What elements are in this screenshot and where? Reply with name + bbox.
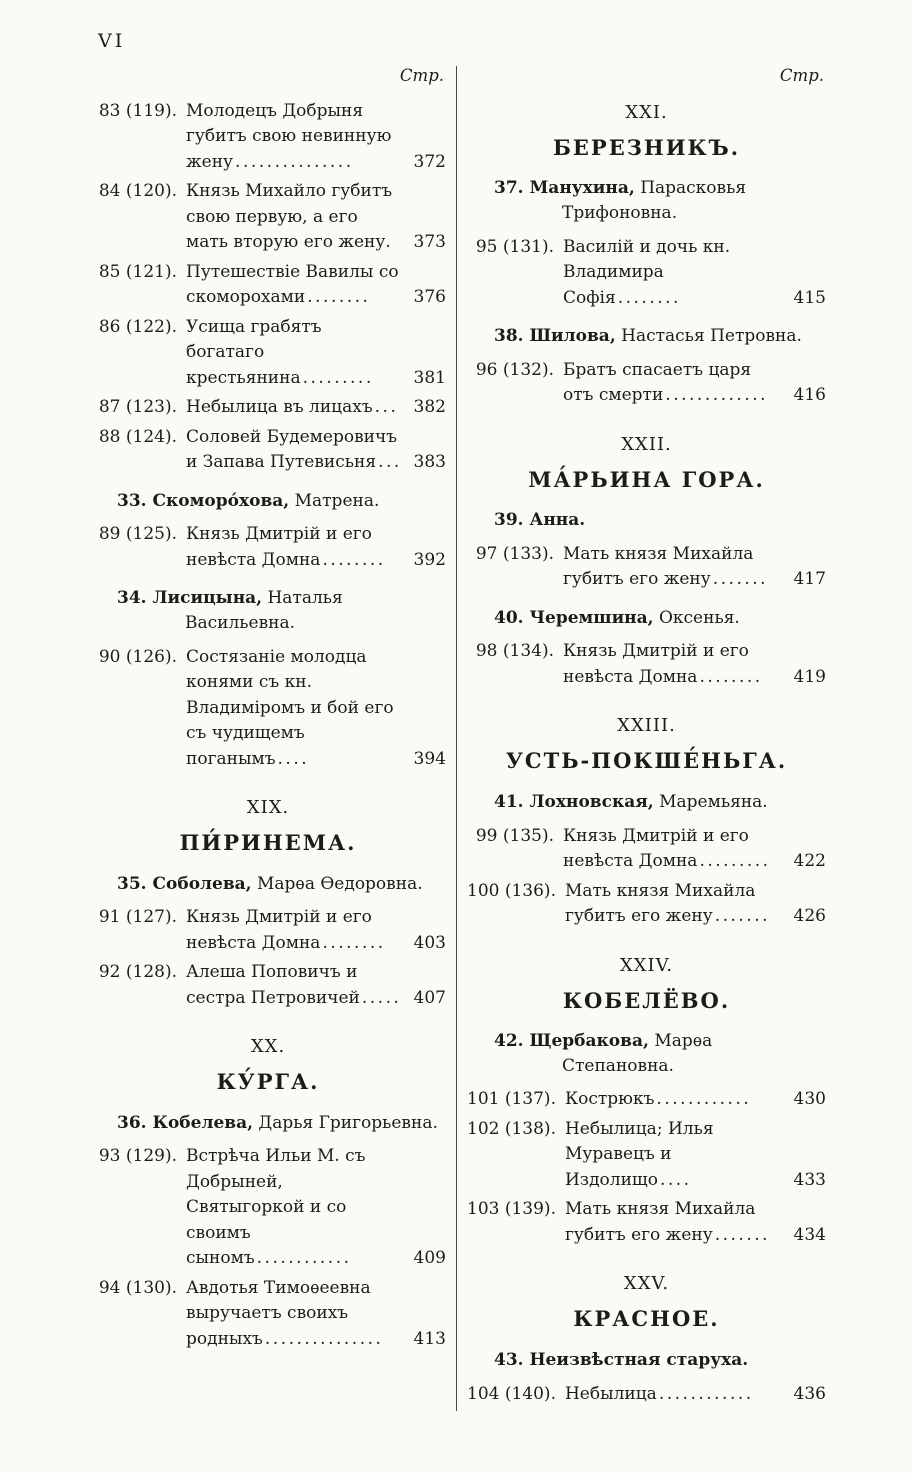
singer-number-surname: 41. Лохновская,	[494, 791, 654, 812]
entry-page-number: 434	[793, 1224, 826, 1245]
entry-number: 84 (120).	[98, 181, 177, 202]
chapter-roman: XXV.	[623, 1273, 670, 1295]
entry-page-number: 407	[413, 987, 446, 1008]
entry-leader-dots: ........	[322, 932, 386, 953]
entry-leader-dots: ............	[656, 1089, 752, 1110]
entry-body	[186, 645, 446, 773]
column-divider	[456, 66, 457, 1411]
entry-text: Князь Михайло губитъ свою первую, а его мать вторую его жену.	[186, 181, 393, 253]
entry-body	[565, 879, 826, 930]
entry-page-number: 426	[793, 906, 826, 927]
entry-page-number: 382	[413, 397, 446, 418]
entry-body	[186, 905, 446, 956]
singer-given-name: Марѳа Ѳедоровна.	[257, 873, 423, 894]
place-name: КУ́РГА.	[216, 1069, 320, 1095]
entry-page-number: 409	[413, 1248, 446, 1269]
singer-heading	[90, 872, 446, 897]
place-name: БЕРЕЗНИКЪ.	[552, 134, 741, 160]
singer-heading	[467, 790, 826, 815]
toc-entry	[90, 260, 446, 311]
entry-body	[186, 315, 446, 392]
entry-body	[565, 1087, 826, 1113]
entry-page-number: 419	[793, 666, 826, 687]
singer-given-name: Матрена.	[294, 490, 380, 511]
entry-body	[563, 639, 826, 690]
page-number-roman: VI	[98, 30, 126, 52]
entry-number: 100 (136).	[467, 880, 556, 901]
entry-body	[186, 1144, 446, 1272]
singer-number-surname: 42. Щербакова,	[494, 1031, 649, 1052]
entry-page-number: 433	[793, 1169, 826, 1190]
singer-number-surname: 35. Соболева,	[117, 873, 252, 894]
toc-entry	[467, 1117, 826, 1194]
entry-text: Небылица въ лицахъ	[186, 397, 373, 418]
singer-heading	[467, 1348, 826, 1373]
entry-text: Кострюкъ	[564, 1089, 655, 1110]
singer-number-surname: 39. Анна.	[494, 510, 586, 531]
entry-body	[563, 824, 826, 875]
entry-page-number: 417	[793, 569, 826, 590]
entry-leader-dots: .........	[699, 851, 771, 872]
entry-leader-dots: ........	[699, 666, 763, 687]
entry-leader-dots: ....	[659, 1169, 692, 1190]
entry-number: 94 (130).	[98, 1277, 177, 1298]
entry-number: 103 (139).	[467, 1199, 556, 1220]
singer-given-name: Наталья Васильевна.	[185, 588, 343, 634]
entry-body	[563, 358, 826, 409]
toc-entry	[90, 1144, 446, 1272]
entry-text: Состязаніе молодца конями съ кн. Владиміромъ и бой его съ чудищемъ поганымъ	[186, 646, 394, 769]
place-name: КРАСНОЕ.	[573, 1306, 720, 1332]
toc-entry	[90, 522, 446, 573]
toc-entry	[467, 824, 826, 875]
singer-given-name: Парасковья Трифоновна.	[562, 178, 747, 223]
toc-entry	[467, 1087, 826, 1113]
singer-given-name: Маремьяна.	[659, 791, 768, 812]
entry-leader-dots: ........	[307, 287, 371, 308]
singer-number-surname: 40. Черемшина,	[494, 607, 654, 628]
entry-body	[565, 1197, 826, 1248]
entry-text: Встрѣча Ильи М. съ Добрыней, Святыгоркой и со своимъ сыномъ	[186, 1146, 366, 1269]
singer-heading	[90, 586, 446, 635]
entry-number: 91 (127).	[98, 907, 177, 928]
entry-leader-dots: ........	[617, 287, 681, 308]
entry-text: Мать князя Михайла губитъ его жену	[564, 1199, 756, 1245]
entry-body	[186, 260, 446, 311]
entry-page-number: 372	[413, 151, 446, 172]
entry-number: 98 (134).	[475, 641, 554, 662]
entry-page-number: 416	[793, 385, 826, 406]
entry-text: Небылица	[564, 1383, 657, 1404]
singer-given-name: Настасья Петровна.	[621, 326, 802, 347]
entry-leader-dots: ........	[322, 549, 386, 570]
toc-entry	[90, 395, 446, 421]
entry-text: Князь Дмитрій и его невѣста Домна	[563, 641, 749, 687]
entry-page-number: 422	[793, 851, 826, 872]
entry-number: 99 (135).	[475, 825, 554, 846]
toc-entry	[90, 315, 446, 392]
entry-leader-dots: ...	[374, 397, 399, 418]
entry-text: Алеша Поповичъ и сестра Петровичей	[186, 962, 360, 1008]
singer-given-name: Марѳа Степановна.	[562, 1031, 713, 1076]
place-name: КОБЕЛЁВО.	[562, 987, 731, 1013]
entry-page-number: 376	[413, 287, 446, 308]
singer-given-name: Оксенья.	[658, 607, 740, 628]
entry-leader-dots: .....	[361, 987, 402, 1008]
entry-text: Усища грабятъ богатаго крестьянина	[186, 316, 322, 388]
column-right	[467, 64, 826, 1411]
chapter-roman: XXI.	[625, 101, 668, 123]
singer-heading	[467, 324, 826, 349]
singer-number-surname: 33. Скоморо́хова,	[117, 490, 290, 511]
toc-entry	[90, 1276, 446, 1353]
singer-heading	[467, 176, 826, 225]
singer-number-surname: 36. Кобелева,	[117, 1112, 253, 1133]
entry-page-number: 403	[413, 932, 446, 953]
entry-text: Мать князя Михайла губитъ его жену	[563, 543, 754, 590]
entry-number: 87 (123).	[98, 397, 177, 418]
chapter-roman: XXIII.	[617, 715, 676, 737]
toc-entry	[467, 1197, 826, 1248]
entry-text: Путешествіе Вавилы со скоморохами	[186, 261, 399, 308]
entry-number: 88 (124).	[98, 426, 177, 447]
toc-entry	[90, 425, 446, 476]
toc-columns	[90, 64, 826, 1411]
toc-entry	[90, 645, 446, 773]
singer-given-name: Дарья Григорьевна.	[258, 1112, 438, 1133]
entry-leader-dots: .......	[714, 906, 771, 927]
entry-page-number: 436	[793, 1383, 826, 1404]
page-column-header: Стр.	[779, 66, 824, 85]
place-name: МА́РЬИНА ГОРА.	[528, 466, 765, 492]
entry-page-number: 413	[413, 1328, 446, 1349]
entry-text: Молодецъ Добрыня губитъ свою невинную жену	[186, 100, 392, 172]
entry-text: Соловей Будемеровичъ и Запава Путевисьня	[186, 426, 398, 473]
entry-text: Василій и дочь кн. Владимира Софія	[563, 236, 731, 308]
chapter-roman: XIX.	[246, 797, 290, 819]
entry-leader-dots: .......	[712, 569, 769, 590]
entry-body	[186, 99, 446, 176]
page-column-header: Стр.	[399, 66, 444, 85]
entry-body	[565, 1117, 826, 1194]
entry-number: 83 (119).	[98, 100, 177, 121]
column-left	[90, 64, 446, 1411]
entry-number: 89 (125).	[98, 524, 177, 545]
entry-leader-dots: ............	[658, 1383, 754, 1404]
entry-page-number: 392	[413, 549, 446, 570]
toc-entry	[467, 358, 826, 409]
entry-body	[186, 425, 446, 476]
entry-number: 104 (140).	[467, 1383, 556, 1404]
entry-page-number: 415	[793, 287, 826, 308]
singer-heading	[467, 1029, 826, 1078]
toc-entry	[467, 879, 826, 930]
entry-number: 96 (132).	[475, 359, 554, 380]
singer-heading	[90, 489, 446, 514]
entry-leader-dots: ............	[256, 1248, 352, 1269]
singer-heading	[467, 508, 826, 533]
entry-text: Князь Дмитрій и его невѣста Домна	[186, 907, 372, 953]
chapter-roman: XXIV.	[619, 954, 674, 976]
singer-heading	[90, 1111, 446, 1136]
entry-leader-dots: ...	[378, 452, 402, 473]
entry-page-number: 373	[413, 232, 446, 253]
entry-number: 90 (126).	[98, 646, 177, 667]
toc-entry	[467, 542, 826, 593]
toc-entry	[90, 99, 446, 176]
entry-number: 102 (138).	[467, 1118, 556, 1139]
entry-body	[565, 1382, 826, 1408]
place-name: УСТЬ-ПОКШЕ́НЬГА.	[505, 748, 788, 774]
toc-entry	[467, 235, 826, 312]
entry-number: 92 (128).	[98, 962, 177, 983]
entry-page-number: 383	[413, 452, 446, 473]
entry-number: 85 (121).	[98, 261, 177, 282]
entry-page-number: 430	[793, 1089, 826, 1110]
entry-leader-dots	[391, 232, 393, 252]
entry-number: 97 (133).	[475, 543, 554, 564]
singer-number-surname: 38. Шилова,	[494, 326, 616, 347]
singer-number-surname: 37. Манухина,	[494, 178, 635, 199]
singer-number-surname: 34. Лисицына,	[117, 588, 263, 609]
entry-body	[186, 1276, 446, 1353]
chapter-roman: XX.	[250, 1036, 286, 1058]
entry-number: 86 (122).	[98, 316, 177, 337]
entry-page-number: 394	[413, 748, 446, 769]
entry-body	[186, 522, 446, 573]
toc-entry	[467, 639, 826, 690]
place-name: ПИ́РИНЕМА.	[179, 830, 357, 856]
entry-body	[186, 960, 446, 1011]
entry-leader-dots: ...............	[235, 151, 354, 172]
entry-body	[563, 235, 826, 312]
toc-entry	[90, 179, 446, 256]
entry-number: 95 (131).	[475, 236, 554, 257]
toc-entry	[90, 905, 446, 956]
entry-text: Князь Дмитрій и его невѣста Домна	[186, 524, 372, 570]
entry-body	[563, 542, 826, 593]
entry-leader-dots: .............	[665, 385, 769, 406]
entry-page-number: 381	[413, 367, 446, 388]
toc-entry	[90, 960, 446, 1011]
entry-text: Братъ спасаетъ царя отъ смерти	[563, 359, 752, 406]
entry-leader-dots: ...............	[264, 1328, 384, 1349]
toc-entry	[467, 1382, 826, 1408]
entry-text: Небылица; Илья Муравецъ и Издолищо	[564, 1118, 714, 1190]
entry-text: Мать князя Михайла губитъ его жену	[564, 880, 756, 927]
entry-text: Авдотья Тимоѳеевна выручаетъ своихъ родныхъ	[186, 1277, 371, 1349]
entry-number: 93 (129).	[98, 1146, 177, 1167]
entry-leader-dots: .........	[302, 367, 374, 388]
entry-body	[186, 395, 446, 421]
singer-heading	[467, 606, 826, 631]
entry-leader-dots: ....	[277, 748, 310, 769]
entry-leader-dots: .......	[714, 1224, 771, 1245]
chapter-roman: XXII.	[621, 433, 672, 455]
entry-number: 101 (137).	[467, 1089, 556, 1110]
entry-body	[186, 179, 446, 256]
entry-text: Князь Дмитрій и его невѣста Домна	[563, 825, 749, 872]
singer-number-surname: 43. Неизвѣстная старуха.	[494, 1349, 749, 1370]
